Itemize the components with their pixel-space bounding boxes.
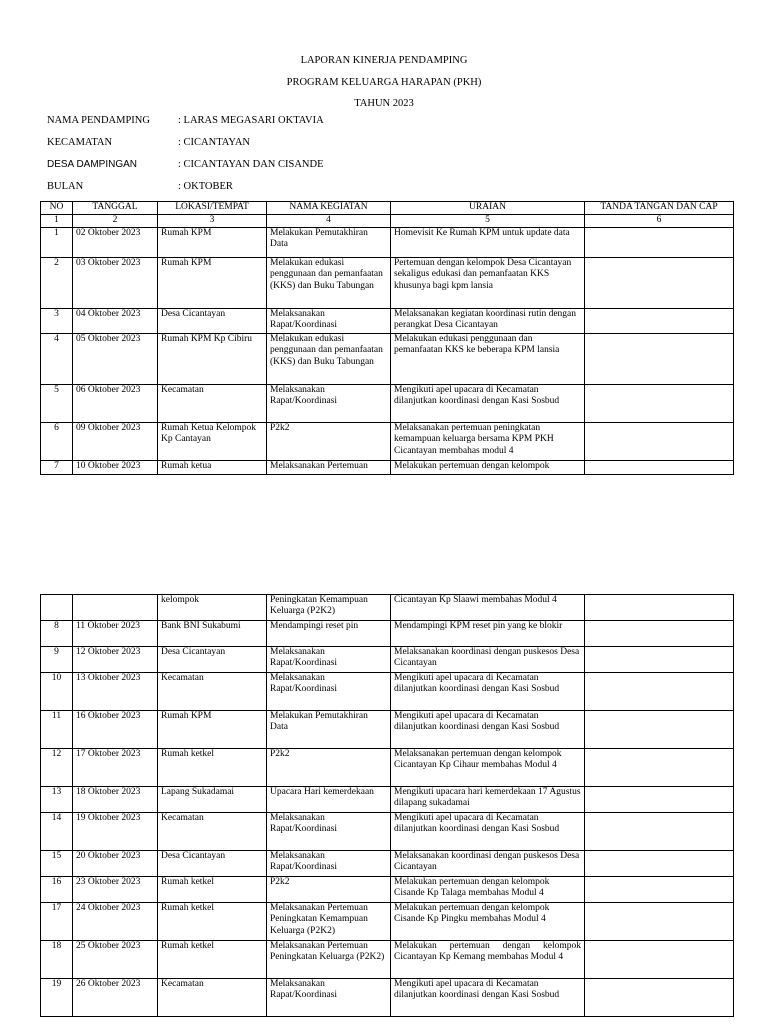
- cell-uraian: Melakukan pertemuan dengan kelompok Cicantayan Kp Kemang membahas Modul 4: [391, 941, 585, 979]
- table-row: [41, 228, 734, 258]
- table-row: [41, 711, 734, 749]
- cell-no: 8: [41, 621, 73, 647]
- cell-kegiatan: Peningkatan Kemampuan Keluarga (P2K2): [267, 595, 391, 621]
- cell-uraian: Melakukan edukasi penggunaan dan pemanfaatan KKS ke beberapa KPM lansia: [391, 334, 585, 385]
- cell-tanggal: 06 Oktober 2023: [73, 385, 158, 423]
- cell-lokasi: Lapang Sukadamai: [158, 787, 267, 813]
- cell-uraian: Melaksanakan pertemuan dengan kelompok Cicantayan Kp Cihaur membahas Modul 4: [391, 749, 585, 787]
- cell-no: 14: [41, 813, 73, 851]
- table-row: [41, 851, 734, 877]
- cell-tanggal: 10 Oktober 2023: [73, 461, 158, 475]
- table-row: [41, 941, 734, 979]
- cell-no: [41, 595, 73, 621]
- cell-kegiatan: Melaksanakan Pertemuan Peningkatan Kemampuan Keluarga (P2K2): [267, 903, 391, 941]
- cell-tanggal: 19 Oktober 2023: [73, 813, 158, 851]
- cell-tanda-tangan: [585, 851, 734, 877]
- table-row: [41, 423, 734, 461]
- table-row: [41, 877, 734, 903]
- cell-lokasi: Kecamatan: [158, 813, 267, 851]
- cell-uraian: Melaksanakan kegiatan koordinasi rutin dengan perangkat Desa Cicantayan: [391, 309, 585, 334]
- cell-uraian: Melaksanakan koordinasi dengan puskesos Desa Cicantayan: [391, 851, 585, 877]
- cell-kegiatan: P2k2: [267, 749, 391, 787]
- cell-lokasi: Rumah ketkel: [158, 877, 267, 903]
- cell-no: 17: [41, 903, 73, 941]
- info-value: : CICANTAYAN DAN CISANDE: [178, 159, 324, 170]
- table-row: [41, 385, 734, 423]
- cell-uraian: Melaksanakan koordinasi dengan puskesos Desa Cicantayan: [391, 647, 585, 673]
- cell-tanggal: 09 Oktober 2023: [73, 423, 158, 461]
- cell-no: 15: [41, 851, 73, 877]
- cell-uraian: Mendampingi KPM reset pin yang ke blokir: [391, 621, 585, 647]
- cell-uraian: Melakukan pertemuan dengan kelompok: [391, 461, 585, 475]
- cell-kegiatan: Melaksanakan Rapat/Koordinasi: [267, 647, 391, 673]
- cell-kegiatan: Melaksanakan Rapat/Koordinasi: [267, 309, 391, 334]
- cell-tanggal: [73, 595, 158, 621]
- cell-tanda-tangan: [585, 385, 734, 423]
- table-row: [41, 309, 734, 334]
- col-header-lokasi: LOKASI/TEMPAT: [158, 202, 267, 215]
- cell-tanda-tangan: [585, 621, 734, 647]
- cell-kegiatan: Melaksanakan Rapat/Koordinasi: [267, 979, 391, 1017]
- cell-uraian: Melakukan pertemuan dengan kelompok Cisande Kp Pingku membahas Modul 4: [391, 903, 585, 941]
- table-row: [41, 813, 734, 851]
- cell-tanggal: 02 Oktober 2023: [73, 228, 158, 258]
- col-header-ttd: TANDA TANGAN DAN CAP: [585, 202, 734, 215]
- cell-lokasi: Rumah Ketua Kelompok Kp Cantayan: [158, 423, 267, 461]
- cell-tanda-tangan: [585, 423, 734, 461]
- cell-tanggal: 04 Oktober 2023: [73, 309, 158, 334]
- cell-uraian: Melakukan pertemuan dengan kelompok Cisande Kp Talaga membahas Modul 4: [391, 877, 585, 903]
- cell-lokasi: Desa Cicantayan: [158, 851, 267, 877]
- cell-tanggal: 03 Oktober 2023: [73, 258, 158, 309]
- cell-no: 12: [41, 749, 73, 787]
- cell-tanda-tangan: [585, 749, 734, 787]
- cell-tanggal: 25 Oktober 2023: [73, 941, 158, 979]
- report-title-block: [0, 50, 768, 115]
- cell-uraian: Mengikuti apel upacara di Kecamatan dilanjutkan koordinasi dengan Kasi Sosbud: [391, 711, 585, 749]
- activity-table-page2: [40, 594, 734, 1017]
- cell-tanggal: 23 Oktober 2023: [73, 877, 158, 903]
- cell-lokasi: Desa Cicantayan: [158, 309, 267, 334]
- cell-tanggal: 26 Oktober 2023: [73, 979, 158, 1017]
- info-value: : OKTOBER: [178, 181, 233, 192]
- year-title: TAHUN 2023: [354, 98, 414, 109]
- column-number-row: [41, 215, 734, 228]
- cell-kegiatan: Mendampingi reset pin: [267, 621, 391, 647]
- table-row: [41, 979, 734, 1017]
- cell-kegiatan: Melakukan edukasi penggunaan dan pemanfaatan (KKS) dan Buku Tabungan: [267, 334, 391, 385]
- cell-tanda-tangan: [585, 647, 734, 673]
- cell-no: 1: [41, 228, 73, 258]
- cell-no: 18: [41, 941, 73, 979]
- cell-no: 5: [41, 385, 73, 423]
- table-row: [41, 903, 734, 941]
- info-label: NAMA PENDAMPING: [47, 115, 150, 126]
- cell-no: 2: [41, 258, 73, 309]
- cell-tanggal: 12 Oktober 2023: [73, 647, 158, 673]
- cell-tanggal: 24 Oktober 2023: [73, 903, 158, 941]
- info-value: : LARAS MEGASARI OKTAVIA: [178, 115, 324, 126]
- info-label: KECAMATAN: [47, 137, 113, 148]
- cell-uraian: Homevisit Ke Rumah KPM untuk update data: [391, 228, 585, 258]
- cell-tanda-tangan: [585, 877, 734, 903]
- cell-kegiatan: Melaksanakan Rapat/Koordinasi: [267, 385, 391, 423]
- activity-table-page1: [40, 201, 734, 475]
- cell-no: 9: [41, 647, 73, 673]
- cell-lokasi: Kecamatan: [158, 979, 267, 1017]
- cell-uraian: Mengikuti apel upacara di Kecamatan dilanjutkan koordinasi dengan Kasi Sosbud: [391, 813, 585, 851]
- table-row: [41, 621, 734, 647]
- cell-uraian: Cicantayan Kp Slaawi membahas Modul 4: [391, 595, 585, 621]
- cell-uraian: Mengikuti upacara hari kemerdekaan 17 Agustus dilapang sukadamai: [391, 787, 585, 813]
- cell-no: 10: [41, 673, 73, 711]
- table-row: [41, 749, 734, 787]
- column-number: 4: [267, 215, 391, 228]
- cell-no: 16: [41, 877, 73, 903]
- info-label: BULAN: [47, 181, 84, 192]
- cell-tanda-tangan: [585, 461, 734, 475]
- table-row: [41, 787, 734, 813]
- cell-tanggal: 20 Oktober 2023: [73, 851, 158, 877]
- cell-tanggal: 18 Oktober 2023: [73, 787, 158, 813]
- cell-tanggal: 17 Oktober 2023: [73, 749, 158, 787]
- info-value: : CICANTAYAN: [178, 137, 250, 148]
- cell-tanggal: 16 Oktober 2023: [73, 711, 158, 749]
- cell-uraian: Mengikuti apel upacara di Kecamatan dilanjutkan koordinasi dengan Kasi Sosbud: [391, 979, 585, 1017]
- cell-tanggal: 05 Oktober 2023: [73, 334, 158, 385]
- info-label: DESA DAMPINGAN: [47, 159, 138, 170]
- cell-kegiatan: Melaksanakan Rapat/Koordinasi: [267, 673, 391, 711]
- column-number: 1: [41, 215, 73, 228]
- cell-no: 11: [41, 711, 73, 749]
- cell-no: 19: [41, 979, 73, 1017]
- cell-tanda-tangan: [585, 309, 734, 334]
- cell-lokasi: Rumah ketkel: [158, 941, 267, 979]
- cell-tanda-tangan: [585, 228, 734, 258]
- column-number: 2: [73, 215, 158, 228]
- table-row: [41, 647, 734, 673]
- cell-no: 7: [41, 461, 73, 475]
- col-header-tanggal: TANGGAL: [73, 202, 158, 215]
- program-title: PROGRAM KELUARGA HARAPAN (PKH): [286, 76, 482, 88]
- cell-tanda-tangan: [585, 334, 734, 385]
- cell-tanda-tangan: [585, 711, 734, 749]
- cell-tanda-tangan: [585, 941, 734, 979]
- cell-uraian: Melaksanakan pertemuan peningkatan kemampuan keluarga bersama KPM PKH Cicantayan membahas modul 4: [391, 423, 585, 461]
- cell-kegiatan: Melaksanakan Pertemuan Peningkatan Keluarga (P2K2): [267, 941, 391, 979]
- cell-no: 6: [41, 423, 73, 461]
- col-header-kegiatan: NAMA KEGIATAN: [267, 202, 391, 215]
- cell-kegiatan: Melaksanakan Rapat/Koordinasi: [267, 813, 391, 851]
- cell-kegiatan: Melakukan Pemutakhiran Data: [267, 228, 391, 258]
- cell-lokasi: Bank BNI Sukabumi: [158, 621, 267, 647]
- cell-tanggal: 11 Oktober 2023: [73, 621, 158, 647]
- cell-uraian: Mengikuti apel upacara di Kecamatan dilanjutkan koordinasi dengan Kasi Sosbud: [391, 385, 585, 423]
- cell-tanda-tangan: [585, 903, 734, 941]
- cell-kegiatan: Melakukan Pemutakhiran Data: [267, 711, 391, 749]
- table-row: [41, 461, 734, 475]
- col-header-no: NO: [41, 202, 73, 215]
- cell-lokasi: Rumah ketkel: [158, 749, 267, 787]
- cell-lokasi: Rumah KPM: [158, 258, 267, 309]
- cell-kegiatan: P2k2: [267, 423, 391, 461]
- table-row: [41, 258, 734, 309]
- table-row: [41, 334, 734, 385]
- cell-kegiatan: Upacara Hari kemerdekaan: [267, 787, 391, 813]
- cell-tanda-tangan: [585, 258, 734, 309]
- cell-lokasi: Rumah ketua: [158, 461, 267, 475]
- report-title: LAPORAN KINERJA PENDAMPING: [300, 55, 468, 66]
- cell-kegiatan: P2k2: [267, 877, 391, 903]
- column-number: 3: [158, 215, 267, 228]
- cell-tanda-tangan: [585, 979, 734, 1017]
- cell-tanda-tangan: [585, 787, 734, 813]
- cell-lokasi: Rumah KPM: [158, 711, 267, 749]
- col-header-uraian: URAIAN: [391, 202, 585, 215]
- table-header-row: [41, 202, 734, 215]
- cell-lokasi: Rumah KPM Kp Cibiru: [158, 334, 267, 385]
- cell-uraian: Pertemuan dengan kelompok Desa Cicantayan sekaligus edukasi dan pemanfaatan KKS khusunya bagi kpm lansia: [391, 258, 585, 309]
- cell-kegiatan: Melakukan edukasi penggunaan dan pemanfaatan (KKS) dan Buku Tabungan: [267, 258, 391, 309]
- column-number: 5: [391, 215, 585, 228]
- table-row-continuation: [41, 595, 734, 621]
- cell-tanda-tangan: [585, 673, 734, 711]
- column-number: 6: [585, 215, 734, 228]
- cell-no: 13: [41, 787, 73, 813]
- cell-tanggal: 13 Oktober 2023: [73, 673, 158, 711]
- cell-uraian: Mengikuti apel upacara di Kecamatan dilanjutkan koordinasi dengan Kasi Sosbud: [391, 673, 585, 711]
- cell-lokasi: Rumah ketkel: [158, 903, 267, 941]
- cell-tanda-tangan: [585, 813, 734, 851]
- cell-lokasi: Kecamatan: [158, 385, 267, 423]
- cell-no: 3: [41, 309, 73, 334]
- cell-kegiatan: Melaksanakan Pertemuan: [267, 461, 391, 475]
- cell-lokasi: Desa Cicantayan: [158, 647, 267, 673]
- cell-kegiatan: Melaksanakan Rapat/Koordinasi: [267, 851, 391, 877]
- cell-no: 4: [41, 334, 73, 385]
- cell-tanda-tangan: [585, 595, 734, 621]
- cell-lokasi: Kecamatan: [158, 673, 267, 711]
- table-row: [41, 673, 734, 711]
- cell-lokasi: Rumah KPM: [158, 228, 267, 258]
- cell-lokasi: kelompok: [158, 595, 267, 621]
